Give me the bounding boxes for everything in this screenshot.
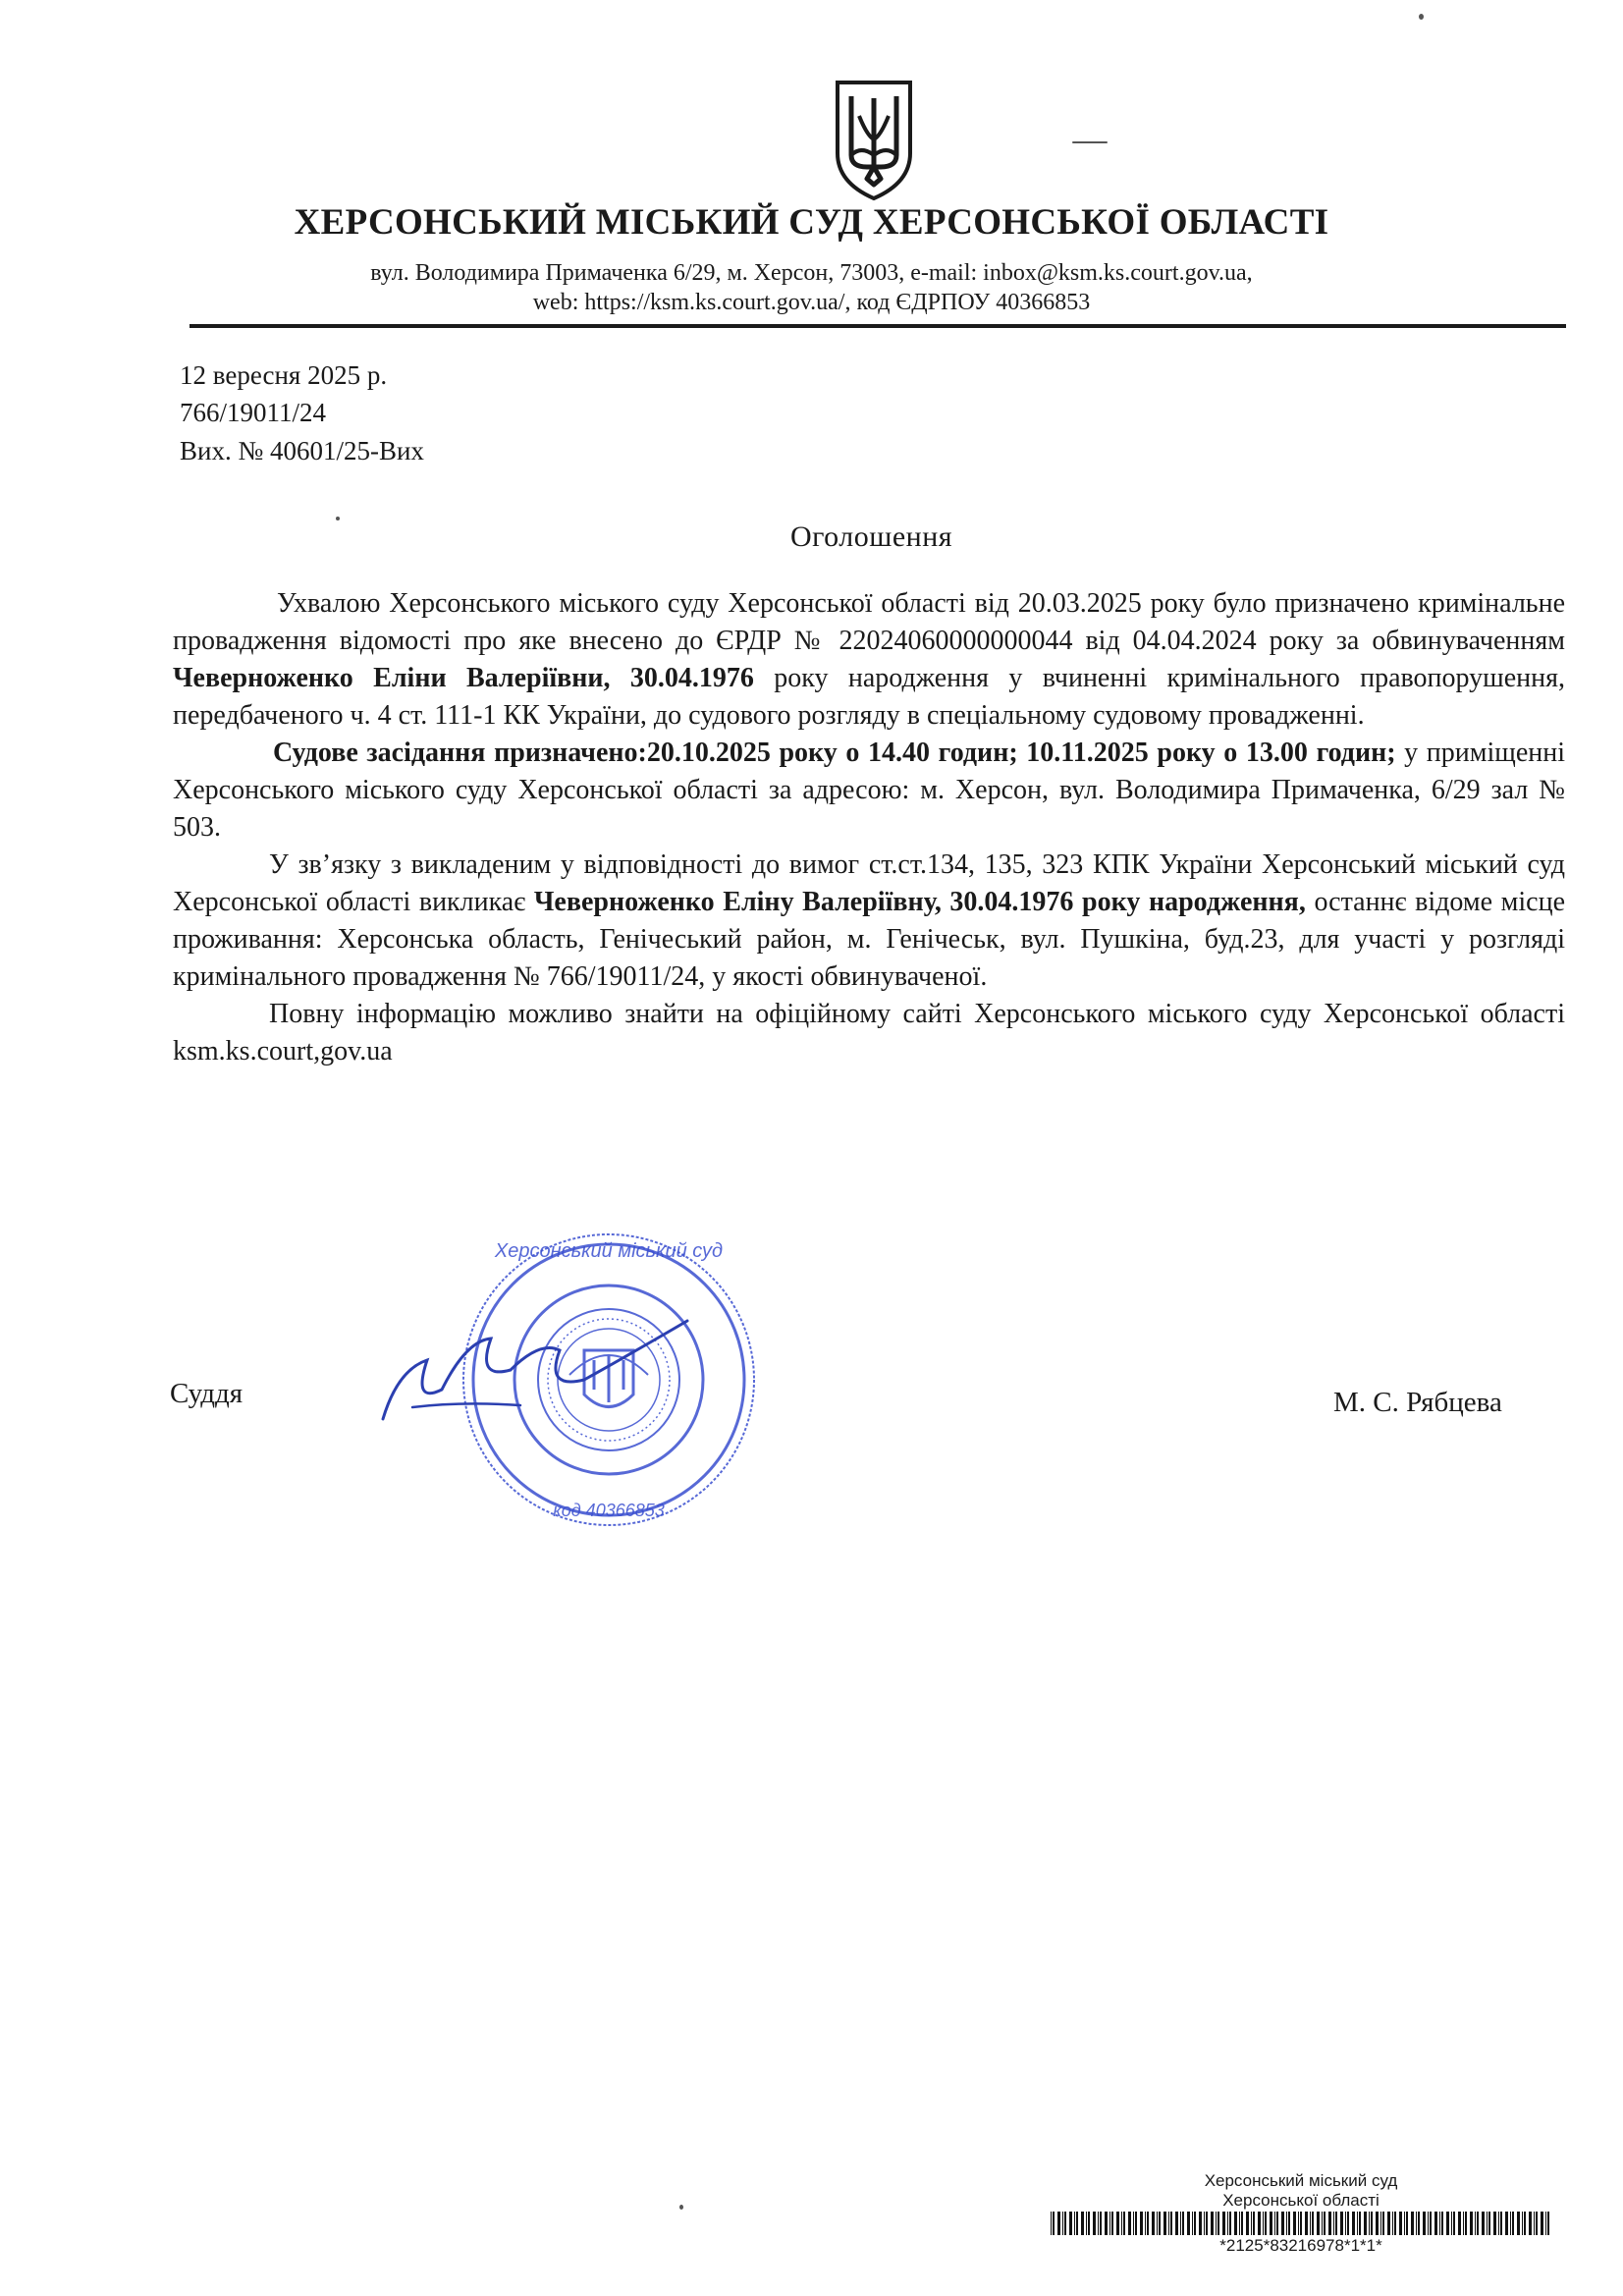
barcode-bar bbox=[1204, 2212, 1205, 2235]
barcode-bar bbox=[1541, 2212, 1543, 2235]
barcode-bar bbox=[1109, 2212, 1110, 2235]
barcode-bar bbox=[1493, 2212, 1496, 2235]
barcode-bar bbox=[1217, 2212, 1219, 2235]
barcode-bar bbox=[1371, 2212, 1373, 2235]
barcode-bar bbox=[1305, 2212, 1308, 2235]
barcode-bar bbox=[1069, 2212, 1072, 2235]
barcode-bar bbox=[1098, 2212, 1099, 2235]
scan-speck bbox=[679, 2205, 683, 2210]
barcode-bar bbox=[1076, 2212, 1078, 2235]
document-date: 12 вересня 2025 р. bbox=[180, 360, 388, 390]
barcode-bar bbox=[1057, 2212, 1060, 2235]
scan-speck bbox=[1419, 14, 1424, 20]
document-barcode bbox=[1051, 2212, 1551, 2235]
barcode-bar bbox=[1498, 2212, 1499, 2235]
barcode-bar bbox=[1439, 2212, 1440, 2235]
barcode-bar bbox=[1251, 2212, 1252, 2235]
barcode-bar bbox=[1505, 2212, 1508, 2235]
barcode-bar bbox=[1241, 2212, 1243, 2235]
paragraph-summons-text-2: останнє відоме місце проживання: Херсонська область, Генічеський район, м. Генічеськ, вул. Пушкіна, буд.23, для участі у розгляді кримінального провадження № 766/19011/24, у якості обвинуваченої. bbox=[173, 887, 1565, 992]
court-web-line: web: https://ksm.ks.court.gov.ua/, код ЄДРПОУ 40366853 bbox=[532, 290, 1091, 315]
barcode-bar bbox=[1216, 2212, 1217, 2235]
barcode-bar bbox=[1418, 2212, 1420, 2235]
barcode-bar bbox=[1116, 2212, 1119, 2235]
announcement-body bbox=[173, 585, 1565, 1070]
scan-speck bbox=[336, 517, 340, 520]
document-title: Оголошення bbox=[789, 520, 953, 553]
barcode-bar bbox=[1168, 2212, 1169, 2235]
judge-signature bbox=[373, 1311, 727, 1439]
barcode-bar bbox=[1182, 2212, 1184, 2235]
barcode-bar bbox=[1451, 2212, 1452, 2235]
barcode-bar bbox=[1288, 2212, 1290, 2235]
barcode-bar bbox=[1500, 2212, 1502, 2235]
barcode-bar bbox=[1465, 2212, 1467, 2235]
barcode-bar bbox=[1345, 2212, 1346, 2235]
barcode-bar bbox=[1369, 2212, 1370, 2235]
barcode-bar bbox=[1074, 2212, 1075, 2235]
barcode-bar bbox=[1458, 2212, 1461, 2235]
trident-coat-of-arms-icon bbox=[830, 77, 918, 202]
barcode-bar bbox=[1300, 2212, 1302, 2235]
barcode-bar bbox=[1517, 2212, 1520, 2235]
barcode-bar bbox=[1547, 2212, 1549, 2235]
barcode-bar bbox=[1159, 2212, 1161, 2235]
header-divider bbox=[189, 324, 1566, 328]
barcode-bar bbox=[1229, 2212, 1231, 2235]
paragraph-hearing-text: у приміщенні Херсонського міського суду Херсонської області за адресою: м. Херсон, вул. Володимира Примаченка, 6/29 зал № 503. bbox=[173, 738, 1566, 843]
barcode-bar bbox=[1293, 2212, 1296, 2235]
barcode-bar bbox=[1394, 2212, 1396, 2235]
barcode-bar bbox=[1298, 2212, 1299, 2235]
barcode-bar bbox=[1093, 2212, 1096, 2235]
barcode-bar bbox=[1364, 2212, 1367, 2235]
barcode-bar bbox=[1392, 2212, 1393, 2235]
barcode-bar bbox=[1270, 2212, 1272, 2235]
barcode-caption-region: Херсонської області bbox=[1222, 2191, 1380, 2210]
barcode-bar bbox=[1512, 2212, 1514, 2235]
paragraph-ruling-text-1: Ухвалою Херсонського міського суду Херсонської області від 20.03.2025 року було призначено кримінальне провадження відомості про яке внесено до ЄРДР № 22024060000000044 від 04.04.2024 року за обвинуваченням bbox=[173, 588, 1565, 656]
barcode-bar bbox=[1194, 2212, 1196, 2235]
barcode-bar bbox=[1333, 2212, 1334, 2235]
summoned-person-bold: Чеверноженко Еліну Валеріївну, 30.04.1976 року народження, bbox=[533, 887, 1306, 917]
barcode-bar bbox=[1312, 2212, 1314, 2235]
barcode-bar bbox=[1463, 2212, 1464, 2235]
barcode-bar bbox=[1170, 2212, 1172, 2235]
barcode-bar bbox=[1239, 2212, 1240, 2235]
judge-label: Суддя bbox=[170, 1378, 243, 1409]
barcode-bar bbox=[1276, 2212, 1278, 2235]
barcode-bar bbox=[1430, 2212, 1432, 2235]
barcode-bar bbox=[1317, 2212, 1320, 2235]
barcode-bar bbox=[1488, 2212, 1490, 2235]
barcode-bar bbox=[1222, 2212, 1225, 2235]
outgoing-number: Вих. № 40601/25-Вих bbox=[180, 436, 424, 465]
barcode-bar bbox=[1324, 2212, 1325, 2235]
barcode-bar bbox=[1062, 2212, 1063, 2235]
barcode-bar bbox=[1121, 2212, 1122, 2235]
barcode-bar bbox=[1286, 2212, 1287, 2235]
barcode-bar bbox=[1387, 2212, 1390, 2235]
barcode-bar bbox=[1128, 2212, 1131, 2235]
barcode-bar bbox=[1105, 2212, 1108, 2235]
barcode-bar bbox=[1487, 2212, 1488, 2235]
court-address-line: вул. Володимира Примаченка 6/29, м. Херсон, 73003, e-mail: inbox@ksm.ks.court.gov.ua, bbox=[370, 260, 1253, 286]
barcode-bar bbox=[1404, 2212, 1405, 2235]
barcode-bar bbox=[1258, 2212, 1261, 2235]
barcode-bar bbox=[1281, 2212, 1284, 2235]
barcode-bar bbox=[1376, 2212, 1379, 2235]
paragraph-more-info-text: Повну інформацію можливо знайти на офіційному сайті Херсонського міського суду Херсонської області ksm.ks.court,gov.ua bbox=[173, 999, 1565, 1066]
barcode-bar bbox=[1135, 2212, 1137, 2235]
barcode-bar bbox=[1522, 2212, 1523, 2235]
barcode-bar bbox=[1510, 2212, 1511, 2235]
barcode-bar bbox=[1423, 2212, 1426, 2235]
barcode-bar bbox=[1274, 2212, 1275, 2235]
barcode-bar bbox=[1536, 2212, 1538, 2235]
svg-text:Херсонський міський суд: Херсонський міський суд bbox=[494, 1240, 724, 1262]
barcode-bar bbox=[1145, 2212, 1146, 2235]
barcode-bar bbox=[1477, 2212, 1479, 2235]
barcode-bar bbox=[1359, 2212, 1361, 2235]
barcode-bar bbox=[1211, 2212, 1214, 2235]
barcode-bar bbox=[1545, 2212, 1546, 2235]
court-name-heading: ХЕРСОНСЬКИЙ МІСЬКИЙ СУД ХЕРСОНСЬКОЇ ОБЛАСТІ bbox=[294, 202, 1329, 243]
barcode-bar bbox=[1475, 2212, 1476, 2235]
barcode-bar bbox=[1123, 2212, 1125, 2235]
barcode-bar bbox=[1111, 2212, 1113, 2235]
barcode-bar bbox=[1081, 2212, 1084, 2235]
barcode-code: *2125*83216978*1*1* bbox=[1219, 2236, 1382, 2255]
barcode-bar bbox=[1534, 2212, 1535, 2235]
barcode-bar bbox=[1322, 2212, 1323, 2235]
barcode-bar bbox=[1416, 2212, 1417, 2235]
barcode-bar bbox=[1310, 2212, 1311, 2235]
barcode-bar bbox=[1399, 2212, 1402, 2235]
barcode-bar bbox=[1524, 2212, 1526, 2235]
barcode-bar bbox=[1428, 2212, 1429, 2235]
barcode-bar bbox=[1199, 2212, 1202, 2235]
barcode-bar bbox=[1192, 2212, 1193, 2235]
svg-text:код 40366853: код 40366853 bbox=[553, 1501, 665, 1520]
barcode-bar bbox=[1053, 2212, 1055, 2235]
barcode-bar bbox=[1263, 2212, 1264, 2235]
paragraph-summons bbox=[173, 847, 1565, 996]
barcode-bar bbox=[1206, 2212, 1208, 2235]
barcode-bar bbox=[1175, 2212, 1178, 2235]
barcode-bar bbox=[1470, 2212, 1473, 2235]
barcode-bar bbox=[1335, 2212, 1337, 2235]
barcode-bar bbox=[1246, 2212, 1249, 2235]
barcode-bar bbox=[1352, 2212, 1355, 2235]
barcode-caption-court: Херсонський міський суд bbox=[1204, 2171, 1398, 2190]
barcode-bar bbox=[1133, 2212, 1134, 2235]
hearing-dates-bold: Судове засідання призначено:20.10.2025 року о 14.40 годин; 10.11.2025 року о 13.00 годин; bbox=[273, 738, 1396, 768]
scan-speck bbox=[1072, 141, 1108, 143]
barcode-bar bbox=[1187, 2212, 1190, 2235]
barcode-bar bbox=[1180, 2212, 1181, 2235]
barcode-bar bbox=[1088, 2212, 1090, 2235]
barcode-bar bbox=[1253, 2212, 1255, 2235]
paragraph-ruling bbox=[173, 585, 1565, 735]
barcode-bar bbox=[1152, 2212, 1155, 2235]
barcode-bar bbox=[1064, 2212, 1066, 2235]
barcode-bar bbox=[1441, 2212, 1443, 2235]
barcode-bar bbox=[1340, 2212, 1343, 2235]
barcode-bar bbox=[1482, 2212, 1485, 2235]
barcode-bar bbox=[1227, 2212, 1228, 2235]
barcode-bar bbox=[1163, 2212, 1166, 2235]
barcode-bar bbox=[1147, 2212, 1149, 2235]
case-number: 766/19011/24 bbox=[180, 398, 327, 427]
barcode-bar bbox=[1100, 2212, 1102, 2235]
barcode-bar bbox=[1446, 2212, 1449, 2235]
paragraph-summons-text-1: У зв’язку з викладеним у відповідності до вимог ст.ст.134, 135, 323 КПК України Херсонський міський суд Херсонської області викликає bbox=[173, 849, 1565, 917]
paragraph-more-info bbox=[173, 996, 1565, 1070]
barcode-bar bbox=[1265, 2212, 1267, 2235]
barcode-bar bbox=[1328, 2212, 1331, 2235]
defendant-name-bold: Чеверноженко Еліни Валеріївни, 30.04.1976 bbox=[173, 663, 754, 693]
barcode-bar bbox=[1347, 2212, 1349, 2235]
barcode-bar bbox=[1086, 2212, 1087, 2235]
paragraph-ruling-text-2: року народження у вчиненні кримінального правопорушення, передбаченого ч. 4 ст. 111-1 КК України, до судового розгляду в спеціальному судовому провадженні. bbox=[173, 663, 1566, 731]
barcode-bar bbox=[1051, 2212, 1052, 2235]
barcode-bar bbox=[1411, 2212, 1414, 2235]
barcode-bar bbox=[1140, 2212, 1143, 2235]
barcode-bar bbox=[1234, 2212, 1237, 2235]
barcode-bar bbox=[1453, 2212, 1455, 2235]
barcode-bar bbox=[1380, 2212, 1381, 2235]
judge-name: М. С. Рябцева bbox=[1333, 1387, 1502, 1418]
barcode-bar bbox=[1157, 2212, 1158, 2235]
barcode-bar bbox=[1529, 2212, 1532, 2235]
barcode-bar bbox=[1406, 2212, 1408, 2235]
barcode-bar bbox=[1434, 2212, 1437, 2235]
paragraph-hearing bbox=[173, 735, 1565, 847]
barcode-bar bbox=[1382, 2212, 1384, 2235]
barcode-bar bbox=[1357, 2212, 1358, 2235]
